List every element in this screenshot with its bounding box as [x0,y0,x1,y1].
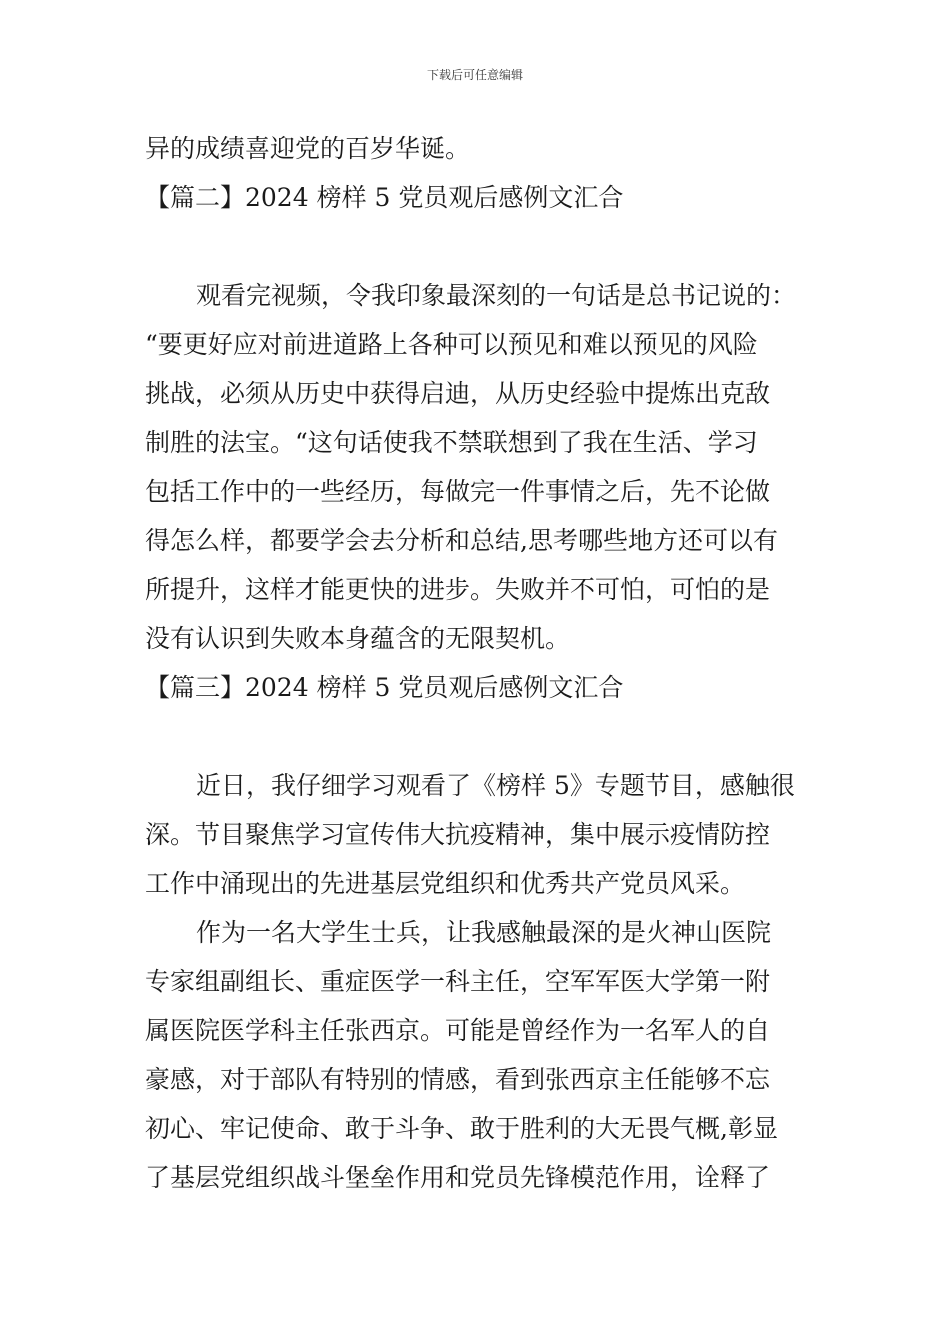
paragraph-line: 观看完视频，令我印象最深刻的一句话是总书记说的： [196,281,797,310]
paragraph-line: 制胜的法宝。“这句话使我不禁联想到了我在生活、学习 [145,428,758,457]
paragraph-line: 包括工作中的一些经历，每做完一件事情之后，先不论做 [145,477,771,506]
paragraph-line: 工作中涌现出的先进基层党组织和优秀共产党员风采。 [145,869,746,898]
paragraph-line: 作为一名大学生士兵，让我感触最深的是火神山医院 [196,918,772,947]
page-header: 下载后可任意编辑 [426,68,523,82]
paragraph-line: 没有认识到失败本身蕴含的无限契机。 [145,624,571,653]
paragraph-line: 所提升，这样才能更快的进步。失败并不可怕，可怕的是 [145,575,771,604]
paragraph-line: 得怎么样，都要学会去分析和总结,思考哪些地方还可以有 [145,526,778,555]
paragraph-line: 属医院医学科主任张西京。可能是曾经作为一名军人的自 [145,1016,771,1045]
paragraph-line: 豪感，对于部队有特别的情感，看到张西京主任能够不忘 [145,1065,771,1094]
blank-line [145,222,807,271]
paragraph-line: “要更好应对前进道路上各种可以预见和难以预见的风险 [145,330,758,359]
section-heading-3: 【篇三】2024 榜样 5 党员观后感例文汇合 [145,673,624,702]
section-heading-2: 【篇二】2024 榜样 5 党员观后感例文汇合 [145,183,624,212]
paragraph-line: 深。节目聚焦学习宣传伟大抗疫精神，集中展示疫情防控 [145,820,771,849]
paragraph-line: 挑战，必须从历史中获得启迪，从历史经验中提炼出克敌 [145,379,771,408]
paragraph-line: 近日，我仔细学习观看了《榜样 5》专题节目，感触很 [196,771,795,800]
document-body [145,124,807,1202]
blank-line [145,712,807,761]
paragraph-line: 了基层党组织战斗堡垒作用和党员先锋模范作用，诠释了 [145,1163,771,1192]
paragraph-line: 初心、牢记使命、敢于斗争、敢于胜利的大无畏气概,彰显 [145,1114,778,1143]
paragraph-line: 异的成绩喜迎党的百岁华诞。 [145,134,471,163]
paragraph-line: 专家组副组长、重症医学一科主任，空军军医大学第一附 [145,967,771,996]
